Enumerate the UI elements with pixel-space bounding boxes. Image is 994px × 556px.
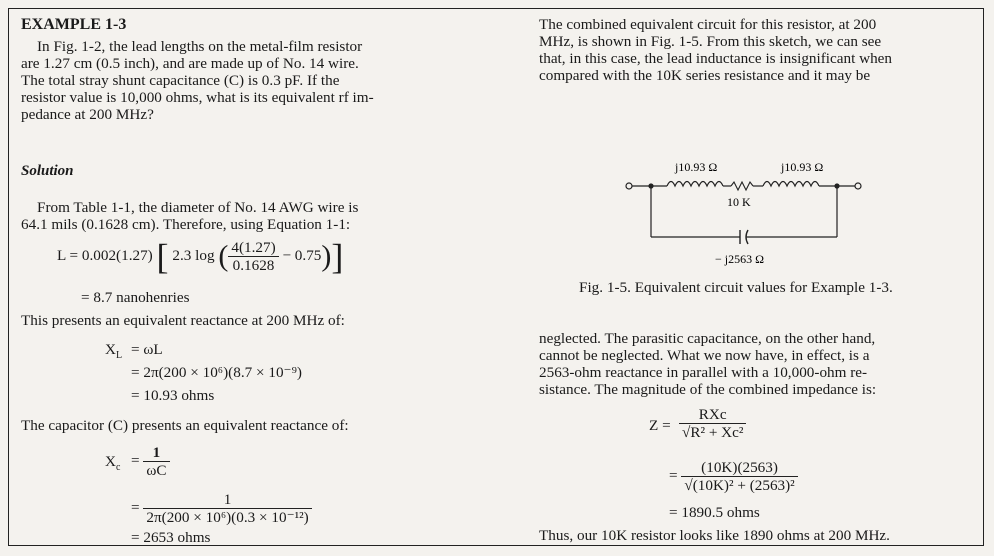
capacitor-label: − j2563 Ω <box>715 252 765 266</box>
xc-num2: 1 <box>143 491 311 509</box>
problem-line-2: are 1.27 cm (0.5 inch), and are made up of No. 14 wire. <box>21 55 359 72</box>
eq-L-num: 4(1.27) <box>228 239 278 257</box>
xl-symbol: X <box>105 341 116 358</box>
inductor-1-icon <box>667 182 723 187</box>
intro-line-2: MHz, is shown in Fig. 1-5. From this sketch, we can see <box>539 33 882 50</box>
problem-line-4: resistor value is 10,000 ohms, what is its equivalent rf im- <box>21 89 374 106</box>
xl-lhs <box>105 341 123 362</box>
body-line-3: 2563-ohm reactance in parallel with a 10,000-ohm re- <box>539 364 868 381</box>
z-den1: √R² + Xc² <box>682 424 744 441</box>
xc-num1: 1 <box>143 444 169 462</box>
example-title: EXAMPLE 1-3 <box>21 16 127 33</box>
eq-L-lhs: L = 0.002(1.27) <box>57 246 153 264</box>
right-bracket: ] <box>331 236 344 277</box>
resistor-label: 10 K <box>727 195 751 209</box>
z-frac2 <box>681 459 797 494</box>
capacitor-line: The capacitor (C) presents an equivalent reactance of: <box>21 417 349 434</box>
from-table-line-2: 64.1 mils (0.1628 cm). Therefore, using Equation 1-1: <box>21 216 351 233</box>
problem-line-3: The total stray shunt capacitance (C) is 0.3 pF. If the <box>21 72 340 89</box>
z-den2: √(10K)² + (2563)² <box>684 477 795 494</box>
intro-line-4: compared with the 10K series resistance and it may be <box>539 67 871 84</box>
xl-eq2: = 2π(200 × 10⁶)(8.7 × 10⁻⁹) <box>131 364 302 381</box>
z-num1: RXc <box>679 406 746 424</box>
xl-eq3: = 10.93 ohms <box>131 387 215 404</box>
resistor-icon <box>731 182 753 190</box>
conclusion-line: Thus, our 10K resistor looks like 1890 ohms at 200 MHz. <box>539 527 890 544</box>
intro-line-3: that, in this case, the lead inductance is insignificant when <box>539 50 893 67</box>
eq-L-result: = 8.7 nanohenries <box>81 289 190 306</box>
eq-L-den: 0.1628 <box>232 257 275 274</box>
z-eq2: = $\frac{(10K)(2563)}{\text{√(10K)² + (2563)²}}$ <box>669 459 798 494</box>
z-num2: (10K)(2563) <box>681 459 797 477</box>
inductor-1-label: j10.93 Ω <box>675 160 718 174</box>
xc-frac1 <box>143 444 169 479</box>
intro-line-1: The combined equivalent circuit for this resistor, at 200 <box>539 16 877 33</box>
eq-L-fraction <box>228 239 278 274</box>
xc-frac2 <box>143 491 311 526</box>
left-paren: ( <box>218 239 229 273</box>
equivalent-circuit-diagram <box>623 139 883 269</box>
eq-L-inner: 2.3 log <box>172 246 215 264</box>
right-paren: ) <box>321 239 332 273</box>
z-frac1 <box>679 406 746 441</box>
z-lhs: Z = <box>649 417 671 434</box>
from-table-line-1: From Table 1-1, the diameter of No. 14 AWG wire is <box>37 199 359 216</box>
xc-den2: 2π(200 × 10⁶)(0.3 × 10⁻¹²) <box>146 509 309 526</box>
problem-line-1: In Fig. 1-2, the lead lengths on the metal-film resistor <box>37 38 363 55</box>
left-bracket: [ <box>156 236 169 277</box>
equation-L <box>57 236 344 277</box>
solution-heading: Solution <box>21 163 74 179</box>
xc-symbol: X <box>105 453 116 470</box>
inductor-2-label: j10.93 Ω <box>781 160 824 174</box>
body-line-4: sistance. The magnitude of the combined impedance is: <box>539 381 877 398</box>
presents-line: This presents an equivalent reactance at 200 MHz of: <box>21 312 345 329</box>
xc-subscript: c <box>115 462 121 474</box>
xc-lhs <box>105 453 121 474</box>
body-line-2: cannot be neglected. What we now have, in effect, is a <box>539 347 870 364</box>
z-result: = 1890.5 ohms <box>669 504 760 521</box>
figure-caption: Fig. 1-5. Equivalent circuit values for Example 1-3. <box>579 279 893 296</box>
xl-subscript: L <box>115 350 123 362</box>
problem-line-5: pedance at 200 MHz? <box>21 106 154 123</box>
eq-L-tail: − 0.75 <box>282 246 322 264</box>
page-frame <box>8 8 984 546</box>
terminal-right-icon <box>855 183 861 189</box>
terminal-left-icon <box>626 183 632 189</box>
xl-eq1: = ωL <box>131 341 163 358</box>
xc-den1: ωC <box>146 462 167 479</box>
z-eq1 <box>679 406 746 441</box>
xc-eq2: = $\frac{1}{\text{2π(200 × 10⁶)(0.3 × 10⁻¹²)}}$ <box>131 491 312 526</box>
inductor-2-icon <box>763 182 819 187</box>
body-line-1: neglected. The parasitic capacitance, on the other hand, <box>539 330 876 347</box>
xc-result: = 2653 ohms <box>131 529 211 546</box>
xc-eq1: = $\frac{1}{\omega C}$ <box>131 444 170 479</box>
